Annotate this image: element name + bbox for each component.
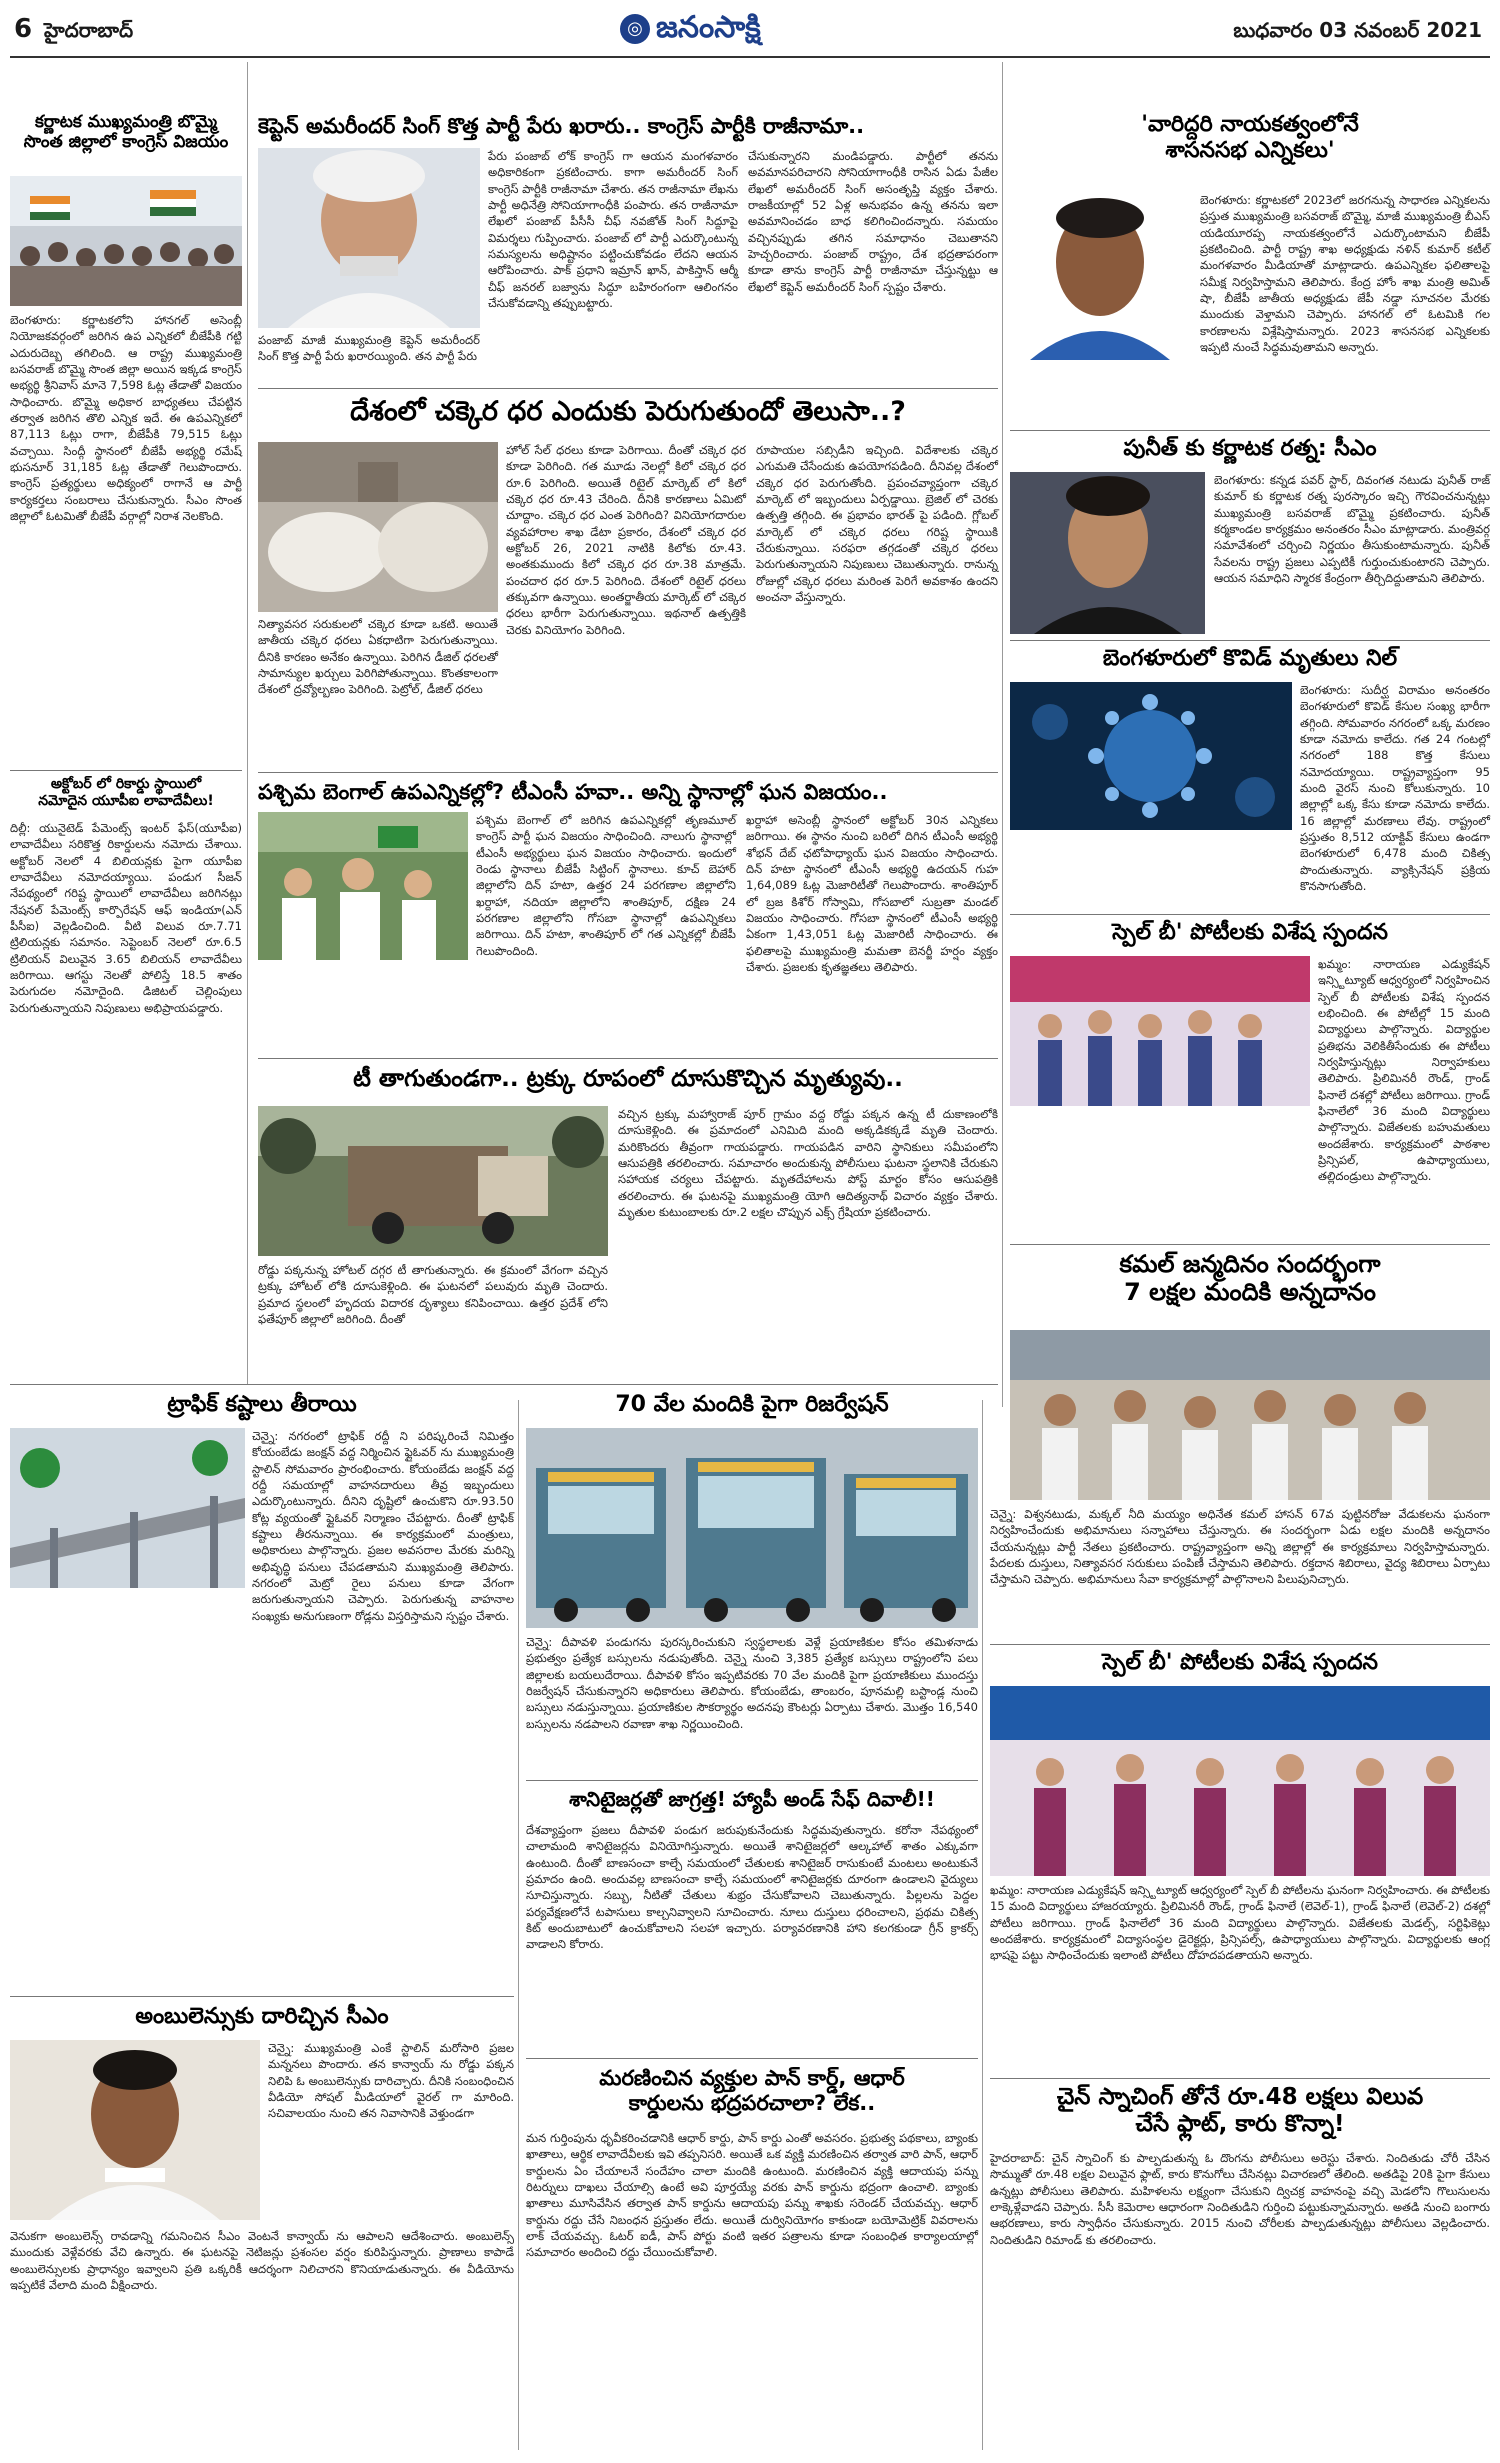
divider	[990, 2078, 1490, 2079]
kamal-article	[1010, 1250, 1490, 1307]
ambulance-headline: అంబులెన్సుకు దారిచ్చిన సీఎం	[135, 2004, 389, 2029]
photo-caption: రోడ్డు పక్కనున్న హోటల్ దగ్గర టీ తాగుతున్నారు. ఈ క్రమంలో వేగంగా వచ్చిన ట్రక్కు హోటల్ లోకి దూసుకెళ్లింది. ఈ ఘటనలో పలువురు మృతి చెందారు. ప్రమాద స్థలంలో హృదయ విదారక దృశ్యాలు కనిపించాయి. ఉత్తర ప్రదేశ్ లోని ఫతేపూర్ జిల్లాలో జరిగింది. దీంతో	[258, 1263, 608, 1326]
photo-caption: నిత్యావసర సరుకులలో చక్కెర కూడా ఒకటి. అయితే జాతీయ చక్కెర ధరలు ఏకధాటిగా పెరుగుతున్నాయి. దీనికి కారణం అనేకం ఉన్నాయి. పెరిగిన డీజిల్ ధరలతో సామాన్యుల ఖర్చులు పెరిగిపోతున్నాయి. కొంతకాలంగా దేశంలో ద్రవ్యోల్బణం పెరిగింది. పెట్రోల్, డీజిల్ ధరలు	[258, 617, 498, 697]
divider	[10, 1996, 514, 1997]
article-body: దేశవ్యాప్తంగా ప్రజలు దీపావళి పండుగ జరుపుకునేందుకు సిద్ధమవుతున్నారు. కరోనా నేపథ్యంలో చాలామంది శానిటైజర్లను వినియోగిస్తున్నారు. అయితే శానిటైజర్లలో ఆల్కహాల్ శాతం ఎక్కువగా ఉంటుంది. దీంతో బాణసంచా కాల్చే సమయంలో చేతులకు శానిటైజర్ రాసుకుంటే మంటలు అంటుకునే ప్రమాదం ఉంది. అందువల్ల బాణసంచా కాల్చే సమయంలో శానిటైజర్లకు దూరంగా ఉండాలని వైద్యులు సూచిస్తున్నారు. సబ్బు, నీటితో చేతులు శుభ్రం చేసుకోవాలని చెబుతున్నారు. పిల్లలను పెద్దల పర్యవేక్షణలోనే టపాసులు కాల్చనివ్వాలని సూచించారు. నూలు దుస్తులు ధరించాలని, ప్రథమ చికిత్స కిట్ అందుబాటులో ఉంచుకోవాలని సలహా ఇచ్చారు. పర్యావరణానికి హాని కలగకుండా గ్రీన్ క్రాకర్స్ వాడాలని కోరారు.	[526, 1823, 978, 1952]
column-divider	[1002, 62, 1003, 1407]
issue-date: బుధవారం 03 నవంబర్ 2021	[1233, 18, 1482, 42]
article-body: హోల్ సేల్ ధరలు కూడా పెరిగాయి. దీంతో చక్కెర ధర కూడా పెరిగింది. గత మూడు నెలల్లో కిలో చక్కెర ధర రూ.6 పెరిగింది. అయితే రిటైల్ మార్కెట్ లో కిలో చక్కెర ధర రూ.43 చేరింది. దీనికి కారణాలు ఏమిటో చూద్దాం. చక్కెర ధర ఎంత పెరిగింది? వినియోగదారుల వ్యవహారాల శాఖ డేటా ప్రకారం, దేశంలో చక్కెర ధర అక్టోబర్ 26, 2021 నాటికి కిలోకు రూ.43. అంతకుముందు కిలో చక్కెర ధర రూ.38 మాత్రమే. పంచదార ధర రూ.5 పెరిగింది. దేశంలో రిటైల్ ధరలు తక్కువగా ఉన్నాయి. అంతర్జాతీయ మార్కెట్ లో చక్కెర ధరలు భారీగా పెరుగుతున్నాయి. ఇథనాల్ ఉత్పత్తికి చెరకు వినియోగం పెరిగింది.	[506, 443, 746, 637]
article-body: బెంగళూరు: కన్నడ పవర్ స్టార్, దివంగత నటుడు పునీత్ రాజ్ కుమార్ కు కర్ణాటక రత్న పురస్కారం ఇచ్చి గౌరవించనున్నట్లు ముఖ్యమంత్రి బసవరాజ్ బొమ్మై ప్రకటించారు. పునీత్ కర్మకాండల కార్యక్రమం అనంతరం సీఎం మాట్లాడారు. మంత్రివర్గ సమావేశంలో చర్చించి నిర్ణయం తీసుకుంటామన్నారు. పునీత్ సేవలను రాష్ట్ర ప్రజలు ఎప్పటికీ గుర్తుంచుకుంటారని చెప్పారు. ఆయన సమాధిని స్మారక కేంద్రంగా తీర్చిదిద్దుతామని తెలిపారు.	[1214, 473, 1490, 585]
paper-logo	[620, 10, 761, 52]
chain-snatching-article	[990, 2084, 1490, 2138]
article-body: చెన్నై: దీపావళి పండుగను పురస్కరించుకుని స్వస్థలాలకు వెళ్లే ప్రయాణికుల కోసం తమిళనాడు ప్రభుత్వం ప్రత్యేక బస్సులను నడుపుతోంది. చెన్నై నుంచి 3,385 ప్రత్యేక బస్సులు రాష్ట్రంలోని పలు జిల్లాలకు బయలుదేరాయి. దీపావళి కోసం ఇప్పటివరకు 70 వేల మందికి పైగా ప్రయాణికులు ముందస్తు రిజర్వేషన్ చేసుకున్నారని అధికారులు తెలిపారు. కోయంబేడు, తాంబరం, పూనమల్లి బస్టాండ్ల నుంచి బస్సులు నడుస్తున్నాయి. ప్రయాణికుల సౌకర్యార్థం అదనపు కౌంటర్లు ఏర్పాటు చేశారు. మొత్తం 16,540 బస్సులను నడపాలని రవాణా శాఖ నిర్ణయించింది.	[526, 1635, 978, 1731]
article-body: బెంగళూరు: సుదీర్ఘ విరామం అనంతరం బెంగళూరులో కొవిడ్ కేసుల సంఖ్య భారీగా తగ్గింది. సోమవారం నగరంలో ఒక్క మరణం కూడా నమోదు కాలేదు. గత 24 గంటల్లో నగరంలో 188 కొత్త కేసులు నమోదయ్యాయి. రాష్ట్రవ్యాప్తంగా 95 మంది వైరస్ నుంచి కోలుకున్నారు. 10 జిల్లాల్లో ఒక్క కేసు కూడా నమోదు కాలేదు. 16 జిల్లాల్లో మరణాలు లేవు. రాష్ట్రంలో ప్రస్తుతం 8,512 యాక్టివ్ కేసులు ఉండగా బెంగళూరులో 6,478 మంది చికిత్స పొందుతున్నారు. వ్యాక్సినేషన్ ప్రక్రియ కొనసాగుతోంది.	[1300, 683, 1490, 893]
spell-bee-photo	[990, 1686, 1490, 1876]
column-divider	[247, 62, 248, 1384]
article-body: చెన్నై: నగరంలో ట్రాఫిక్ రద్దీ ని పరిష్కరించే నిమిత్తం కోయంబేడు జంక్షన్ వద్ద నిర్మించిన ఫ్లైఓవర్ ను ముఖ్యమంత్రి స్టాలిన్ సోమవారం ప్రారంభించారు. కోయంబేడు జంక్షన్ వద్ద రద్దీ సమయాల్లో వాహనదారులు తీవ్ర ఇబ్బందులు ఎదుర్కొంటున్నారు. దీనిని దృష్టిలో ఉంచుకొని రూ.93.50 కోట్ల వ్యయంతో ఫ్లైఓవర్ నిర్మాణం చేపట్టారు. దీంతో ట్రాఫిక్ కష్టాలు తీరనున్నాయి. ఈ కార్యక్రమంలో మంత్రులు, అధికారులు పాల్గొన్నారు. ప్రజల అవసరాల మేరకు మరిన్ని అభివృద్ధి పనులు చేపడతామని ముఖ్యమంత్రి తెలిపారు. నగరంలో మెట్రో రైలు పనులు కూడా వేగంగా జరుగుతున్నాయని చెప్పారు. పెరుగుతున్న వాహనాల సంఖ్యకు అనుగుణంగా రోడ్లను విస్తరిస్తామని స్పష్టం చేశారు.	[252, 1429, 514, 1623]
headline: అక్టోబర్ లో రికార్డు స్థాయిలో	[50, 776, 202, 792]
nalin-photo	[1010, 192, 1190, 360]
puneeth-photo	[1010, 472, 1205, 634]
headline: సొంత జిల్లాలో కాంగ్రెస్ విజయం	[23, 132, 229, 153]
masthead-rule	[10, 56, 1490, 58]
edition-city: హైదరాబాద్	[44, 18, 134, 42]
headline: 'వారిద్దరి నాయకత్వంలోనే	[1141, 112, 1359, 137]
page-number: 6	[14, 14, 33, 44]
article-body: బెంగళూరు: కర్ణాటకలో 2023లో జరగనున్న సాధారణ ఎన్నికలను ప్రస్తుత ముఖ్యమంత్రి బసవరాజ్ బొమ్మై, మాజీ ముఖ్యమంత్రి బీఎస్ యడియూరప్ప నాయకత్వంలోనే ఎదుర్కొంటామని బీజేపీ ప్రకటించింది. పార్టీ రాష్ట్ర శాఖ అధ్యక్షుడు నళిన్ కుమార్ కటీల్ మంగళవారం మీడియాతో మాట్లాడారు. ఉపఎన్నికల ఫలితాలపై సమీక్ష నిర్వహిస్తామని తెలిపారు. కేంద్ర హోం శాఖ మంత్రి అమిత్ షా, బీజేపీ జాతీయ అధ్యక్షుడు జేపీ నడ్డా సూచనల మేరకు ముందుకు వెళ్తామని చెప్పారు. హానగల్ లో ఓటమికి గల కారణాలను విశ్లేషిస్తామన్నారు. 2023 శాసనసభ ఎన్నికలకు ఇప్పటి నుంచే సిద్ధమవుతామని అన్నారు.	[1200, 193, 1490, 354]
headline: మరణించిన వ్యక్తుల పాన్ కార్డ్, ఆధార్	[599, 2066, 905, 2090]
amarinder-photo	[258, 148, 480, 328]
virus-photo	[1010, 682, 1292, 830]
flyover-photo	[10, 1428, 245, 1588]
divider	[258, 388, 998, 389]
logo-icon: ◎	[620, 14, 650, 44]
diwali-headline: శానిటైజర్లతో జాగ్రత్త! హ్యాపీ అండ్ సేఫ్ దివాలీ!!	[569, 1787, 935, 1811]
headline: చేసే ఫ్లాట్, కారు కొన్నా!	[1135, 2111, 1345, 2138]
divider	[10, 1384, 998, 1385]
article-body: చేసుకున్నారని మండిపడ్డారు. పార్టీలో తనను అవమానపరిచారని సోనియాగాంధీకి రాసిన ఏడు పేజీల లేఖలో అమరీందర్ సింగ్ అసంతృప్తి వ్యక్తం చేశారు. రాజకీయాల్లో 52 ఏళ్ల అనుభవం ఉన్న తనను ఇలా అవమానించడం బాధ కలిగించిందన్నారు. సమయం వచ్చినప్పుడు తగిన సమాధానం చెబుతానని హెచ్చరించారు. పంజాబ్ రాష్ట్రం, దేశ భద్రతాపరంగా కూడా తాను కాంగ్రెస్ పార్టీ రాజీనామా చేస్తున్నట్టు ఆ లేఖలో కెప్టెన్ అమరీందర్ సింగ్ స్పష్టం చేశారు.	[748, 149, 998, 294]
article-body: మన గుర్తింపును ధృవీకరించడానికి ఆధార్ కార్డు, పాన్ కార్డు ఎంతో అవసరం. ప్రభుత్వ పథకాలు, బ్యాంకు ఖాతాలు, ఆర్థిక లావాదేవీలకు ఇవి తప్పనిసరి. అయితే ఒక వ్యక్తి మరణించిన తర్వాత వారి పాన్, ఆధార్ కార్డులను ఏం చేయాలనే సందేహం చాలా మందికి ఉంటుంది. మరణించిన వ్యక్తి ఆదాయపు పన్ను రిటర్నులు దాఖలు చేయాల్సి ఉంటే అవి పూర్తయ్యే వరకు పాన్ కార్డును భద్రంగా ఉంచాలి. బ్యాంకు ఖాతాలు మూసివేసిన తర్వాత పాన్ కార్డును ఆదాయపు పన్ను శాఖకు సరెండర్ చేయవచ్చు. ఆధార్ కార్డును రద్దు చేసే నిబంధన ప్రస్తుతం లేదు. అయితే దుర్వినియోగం కాకుండా బయోమెట్రిక్ వివరాలను లాక్ చేయవచ్చు. ఓటర్ ఐడీ, పాస్ పోర్టు వంటి ఇతర పత్రాలను కూడా సంబంధిత కార్యాలయాల్లో సమాచారం అందించి రద్దు చేయించుకోవాలి.	[526, 2131, 978, 2260]
rally-photo	[10, 176, 242, 306]
truck-photo	[258, 1106, 608, 1256]
truck-headline: టీ తాగుతుండగా.. ట్రక్కు రూపంలో దూసుకొచ్చిన మృత్యువు..	[353, 1066, 903, 1092]
headline: శాసనసభ ఎన్నికలు'	[1165, 137, 1335, 163]
divider	[10, 770, 242, 771]
divider	[258, 1058, 998, 1059]
article-body: రూపాయల సబ్సిడీని ఇచ్చింది. విదేశాలకు చక్కెర ఎగుమతి చేసేందుకు ఉపయోగపడింది. దీనివల్ల దేశంలో చక్కెర ధర పెరుగుతోంది. ప్రపంచవ్యాప్తంగా చక్కెర మార్కెట్ లో ఇబ్బందులు ఏర్పడ్డాయి. బ్రెజిల్ లో చెరకు ఉత్పత్తి తగ్గింది. ఈ ప్రభావం భారత్ పై పడింది. గ్లోబల్ మార్కెట్ లో చక్కెర ధరలు గరిష్ట స్థాయికి చేరుకున్నాయి. సరఫరా తగ్గడంతో చక్కెర ధరలు పెరుగుతున్నాయని నిపుణులు చెబుతున్నారు. రానున్న రోజుల్లో చక్కెర ధరలు మరింత పెరిగే అవకాశం ఉందని అంచనా వేస్తున్నారు.	[756, 443, 998, 604]
bengal-headline: పశ్చిమ బెంగాల్ ఉపఎన్నికల్లో? టీఎంసీ హవా.. అన్ని స్థానాల్లో ఘన విజయం..	[258, 780, 888, 804]
upi-brief	[10, 776, 242, 809]
vaaridaddhi-article	[1010, 112, 1490, 164]
divider	[990, 1644, 1490, 1645]
headline: కర్ణాటక ముఖ్యమంత్రి బొమ్మై	[34, 112, 218, 132]
article-body: ఖర్దాహా అసెంబ్లీ స్థానంలో అక్టోబర్ 30న ఎన్నికలు జరిగాయి. ఈ స్థానం నుంచి బరిలో దిగిన టీఎంసీ అభ్యర్థి శోభన్ దేబ్ ఛటోపాధ్యాయ్ ఘన విజయం సాధించారు. దిన్ హటా స్థానంలో టీఎంసీ అభ్యర్థి ఉదయన్ గుహ 1,64,089 ఓట్ల మెజారిటీతో గెలుపొందారు. శాంతిపూర్ లో బ్రజ కిశోర్ గోస్వామి, గోసబాలో సుబ్రతా మండల్ విజయం సాధించారు. గోసబా స్థానంలో టీఎంసీ అభ్యర్థి ఏకంగా 1,43,051 ఓట్ల మెజారిటీ సాధించారు. ఈ ఫలితాలపై ముఖ్యమంత్రి మమతా బెనర్జీ హర్షం వ్యక్తం చేశారు. ప్రజలకు కృతజ్ఞతలు తెలిపారు.	[746, 813, 998, 974]
spell-bee-photo	[1010, 956, 1310, 1106]
sugar-photo	[258, 442, 498, 612]
article-body: హైదరాబాద్: చైన్ స్నాచింగ్ కు పాల్పడుతున్న ఓ దొంగను పోలీసులు అరెస్టు చేశారు. నిందితుడు చోరీ చేసిన సొమ్ముతో రూ.48 లక్షల విలువైన ఫ్లాట్, కారు కొనుగోలు చేసినట్లు విచారణలో తేలింది. అతడిపై 20కి పైగా కేసులు ఉన్నట్లు పోలీసులు తెలిపారు. మహిళలను లక్ష్యంగా చేసుకుని ద్విచక్ర వాహనంపై వచ్చి మెడలోని గొలుసులను లాక్కెళ్లేవాడని చెప్పారు. సీసీ కెమెరాల ఆధారంగా నిందితుడిని గుర్తించి పట్టుకున్నామన్నారు. అతడి నుంచి బంగారు ఆభరణాలు, కారు స్వాధీనం చేసుకున్నారు. 2015 నుంచి చోరీలకు పాల్పడుతున్నట్లు పోలీసులు వెల్లడించారు. నిందితుడిని రిమాండ్ కు తరలించారు.	[990, 2151, 1490, 2247]
column-divider	[518, 1400, 519, 2450]
article-body: వెనుకగా అంబులెన్స్ రావడాన్ని గమనించిన సీఎం వెంటనే కాన్వాయ్ ను ఆపాలని ఆదేశించారు. అంబులెన్స్ ముందుకు వెళ్లేవరకు వేచి ఉన్నారు. ఈ ఘటనపై నెటిజన్లు ప్రశంసల వర్షం కురిపిస్తున్నారు. ప్రాణాలు కాపాడే అంబులెన్సులకు ప్రాధాన్యం ఇవ్వాలని ప్రతి ఒక్కరికీ ఆదర్శంగా నిలిచారని కొనియాడుతున్నారు. ఈ వీడియోను ఇప్పటికే వేలాది మంది వీక్షించారు.	[10, 2229, 514, 2292]
column-divider	[982, 1400, 983, 2450]
puneeth-headline: పునీత్ కు కర్ణాటక రత్న: సీఎం	[1123, 436, 1377, 461]
divider	[1010, 1244, 1490, 1245]
article-body: వచ్చిన ట్రక్కు మహ్వారాజ్ పూర్ గ్రామం వద్ద రోడ్డు పక్కన ఉన్న టీ దుకాణంలోకి దూసుకెళ్లింది. ఈ ప్రమాదంలో ఎనిమిది మంది అక్కడికక్కడే మృతి చెందారు. మరికొందరు తీవ్రంగా గాయపడ్డారు. గాయపడిన వారిని స్థానికులు సమీపంలోని ఆసుపత్రికి తరలించారు. సమాచారం అందుకున్న పోలీసులు ఘటనా స్థలానికి చేరుకుని సహాయక చర్యలు చేపట్టారు. మృతదేహాలను పోస్ట్ మార్టం కోసం ఆసుపత్రికి తరలించారు. ఈ ఘటనపై ముఖ్యమంత్రి యోగి ఆదిత్యనాథ్ విచారం వ్యక్తం చేశారు. మృతుల కుటుంబాలకు రూ.2 లక్షల చొప్పున ఎక్స్ గ్రేషియా ప్రకటించారు.	[618, 1107, 998, 1219]
divider	[1010, 430, 1490, 431]
article-body: చెన్నై: ముఖ్యమంత్రి ఎంకే స్టాలిన్ మరోసారి ప్రజల మన్ననలు పొందారు. తన కాన్వాయ్ ను రోడ్డు పక్కన నిలిపి ఓ అంబులెన్సుకు దారిచ్చారు. దీనికి సంబంధించిన వీడియో సోషల్ మీడియాలో వైరల్ గా మారింది. సచివాలయం నుంచి తన నివాసానికి వెళ్తుండగా	[268, 2041, 514, 2121]
spell-bee-headline: స్పెల్ బీ' పోటీలకు విశేష స్పందన	[1102, 1650, 1378, 1675]
divider	[1010, 914, 1490, 915]
buses-photo	[526, 1428, 978, 1628]
headline: 7 లక్షల మందికి అన్నదానం	[1124, 1278, 1376, 1307]
sugar-headline: దేశంలో చక్కెర ధర ఎందుకు పెరుగుతుందో తెలుసా..?	[350, 396, 906, 427]
covid-headline: బెంగళూరులో కొవిడ్ మృతులు నిల్	[1102, 646, 1398, 671]
kamal-photo	[1010, 1330, 1490, 1500]
stalin-photo	[10, 2040, 260, 2220]
headline: చైన్ స్నాచింగ్ తోనే రూ.48 లక్షలు విలువ	[1056, 2084, 1424, 2110]
headline: నమోదైన యూపీఐ లావాదేవీలు!	[38, 792, 214, 809]
registration-headline: 70 వేల మందికి పైగా రిజర్వేషన్	[615, 1392, 889, 1417]
article-body: పేరు పంజాబ్ లోక్ కాంగ్రెస్ గా ఆయన మంగళవారం అధికారికంగా ప్రకటించారు. కాగా అమరీందర్ సింగ్ కాంగ్రెస్ పార్టీకి రాజీనామా చేశారు. తన రాజీనామా లేఖను పార్టీ అధినేత్రి సోనియాగాంధీకి పంపారు. తన రాజీనామా లేఖలో పంజాబ్ పీసీసీ చీఫ్ నవజోత్ సింగ్ సిద్దూపై విమర్శలు గుప్పించారు. పంజాబ్ లో పార్టీ ఎదుర్కొంటున్న సమస్యలను అధిష్టానం పట్టించుకోవడం లేదని ఆయన ఆరోపించారు. పాక్ ప్రధాని ఇమ్రాన్ ఖాన్, పాకిస్తాన్ ఆర్మీ చీఫ్ జనరల్ బజ్వాను సిద్ధూ బహిరంగంగా ఆలింగనం చేసుకోవడాన్ని తప్పుబట్టారు.	[488, 149, 738, 310]
headline: కమల్ జన్మదినం సందర్భంగా	[1119, 1250, 1381, 1278]
headline: కార్డులను భద్రపరచాలా? లేక..	[628, 2090, 876, 2115]
paper-name: జనంసాక్షి	[656, 10, 761, 45]
photo-caption: పంజాబ్ మాజీ ముఖ్యమంత్రి కెప్టెన్ అమరీందర్ సింగ్ కొత్త పార్టీ పేరు ఖరారయ్యింది. తన పార్టీ పేరు	[258, 333, 480, 364]
pan-aadhaar-article	[526, 2066, 978, 2116]
article-body: దిల్లీ: యునైటెడ్ పేమెంట్స్ ఇంటర్ ఫేస్(యూపీఐ) లావాదేవీలు సరికొత్త రికార్డులను నమోదు చేశాయి. అక్టోబర్ నెలలో 4 బిలియన్లకు పైగా యూపీఐ లావాదేవీలు నమోదయ్యాయి. పండుగ సీజన్ నేపథ్యంలో గరిష్ట స్థాయిలో లావాదేవీలు జరిగినట్లు నేషనల్ పేమెంట్స్ కార్పొరేషన్ ఆఫ్ ఇండియా(ఎన్ పీసీఐ) వెల్లడించింది. వీటి విలువ రూ.7.71 ట్రిలియన్లకు సమానం. సెప్టెంబర్ నెలలో రూ.6.5 ట్రిలియన్ విలువైన 3.65 బిలియన్ లావాదేవీలు జరిగాయి. ఆగస్టు నెలతో పోలిస్తే 18.5 శాతం పెరుగుదల నమోదైంది. డిజిటల్ చెల్లింపులు పెరుగుతున్నాయని నిపుణులు అభిప్రాయపడ్డారు.	[10, 821, 242, 1015]
article-body: ఖమ్మం: నారాయణ ఎడ్యుకేషన్ ఇన్స్టిట్యూట్ ఆధ్వర్యంలో స్పెల్ బీ పోటీలను ఘనంగా నిర్వహించారు. ఈ పోటీలకు 15 మంది విద్యార్థులు హాజరయ్యారు. ప్రిలిమినరీ రౌండ్, గ్రాండ్ ఫినాలే (లెవెల్-1), గ్రాండ్ ఫినాలే (లెవెల్-2) దశల్లో పోటీలు జరిగాయి. గ్రాండ్ ఫినాలేలో 36 మంది విద్యార్థులు పాల్గొన్నారు. విజేతలకు మెడల్స్, సర్టిఫికెట్లు అందజేశారు. కార్యక్రమంలో విద్యాసంస్థల డైరెక్టర్లు, ప్రిన్సిపల్స్, ఉపాధ్యాయులు పాల్గొన్నారు. విద్యార్థులకు ఆంగ్ల భాషపై పట్టు సాధించేందుకు ఇలాంటి పోటీలు దోహదపడతాయని అన్నారు.	[990, 1883, 1490, 1963]
karnataka-bypoll-article	[10, 112, 242, 152]
article-body: చెన్నై: విశ్వనటుడు, మక్కల్ నీది మయ్యం అధినేత కమల్ హాసన్ 67వ పుట్టినరోజు వేడుకలను ఘనంగా నిర్వహించేందుకు అభిమానులు సన్నాహాలు చేస్తున్నారు. ఈ సందర్భంగా ఏడు లక్షల మందికి అన్నదానం చేయనున్నట్లు పార్టీ నేతలు ప్రకటించారు. రాష్ట్రవ్యాప్తంగా అన్ని జిల్లాల్లో ఈ కార్యక్రమాలు నిర్వహిస్తామన్నారు. పేదలకు దుస్తులు, నిత్యావసర సరుకులు పంపిణీ చేస్తామని తెలిపారు. రక్తదాన శిబిరాలు, వైద్య శిబిరాలు ఏర్పాటు చేస్తామని చెప్పారు. అభిమానులు సేవా కార్యక్రమాల్లో పాల్గొనాలని పిలుపునిచ్చారు.	[990, 1507, 1490, 1587]
article-body: పశ్చిమ బెంగాల్ లో జరిగిన ఉపఎన్నికల్లో తృణమూల్ కాంగ్రెస్ పార్టీ ఘన విజయం సాధించింది. నాలుగు స్థానాల్లో టీఎంసీ అభ్యర్థులు ఘన విజయం సాధించారు. ఇందులో రెండు స్థానాలు బీజేపీ సిట్టింగ్ స్థానాలు. కూచ్ బెహార్ జిల్లాలోని దిన్ హటా, ఉత్తర 24 పరగణాల జిల్లాలోని ఖర్దాహా, నదియా జిల్లాలోని శాంతిపూర్, దక్షిణ 24 పరగణాల జిల్లాలోని గోసబా స్థానాల్లో ఉపఎన్నికలు జరిగాయి. దిన్ హటా, శాంతిపూర్ లో గత ఎన్నికల్లో బీజేపీ గెలుపొందింది.	[476, 813, 736, 958]
spell-bee-headline: స్పెల్ బీ' పోటీలకు విశేష స్పందన	[1112, 920, 1388, 945]
divider	[526, 1780, 978, 1781]
traffic-headline: ట్రాఫిక్ కష్టాలు తీరాయి	[167, 1392, 357, 1417]
article-body: ఖమ్మం: నారాయణ ఎడ్యుకేషన్ ఇన్స్టిట్యూట్ ఆధ్వర్యంలో నిర్వహించిన స్పెల్ బీ పోటీలకు విశేష స్పందన లభించింది. ఈ పోటీల్లో 15 మంది విద్యార్థులు పాల్గొన్నారు. విద్యార్థుల ప్రతిభను వెలికితీసేందుకు ఈ పోటీలు నిర్వహిస్తున్నట్లు నిర్వాహకులు తెలిపారు. ప్రిలిమినరీ రౌండ్, గ్రాండ్ ఫినాలే దశల్లో పోటీలు జరిగాయి. గ్రాండ్ ఫినాలేలో 36 మంది విద్యార్థులు పాల్గొన్నారు. విజేతలకు బహుమతులు అందజేశారు. కార్యక్రమంలో పాఠశాల ప్రిన్సిపల్, ఉపాధ్యాయులు, తల్లిదండ్రులు పాల్గొన్నారు.	[1318, 957, 1490, 1184]
amarinder-headline: కెప్టెన్ అమరీందర్ సింగ్ కొత్త పార్టీ పేరు ఖరారు.. కాంగ్రెస్ పార్టీకి రాజీనామా..	[258, 114, 865, 138]
divider	[1010, 640, 1490, 641]
divider	[526, 2058, 978, 2059]
bengal-photo	[258, 812, 468, 960]
article-body: బెంగళూరు: కర్ణాటకలోని హానగల్ అసెంబ్లీ నియోజకవర్గంలో జరిగిన ఉప ఎన్నికలో బీజేపీకి గట్టి ఎదురుదెబ్బ తగిలింది. ఆ రాష్ట్ర ముఖ్యమంత్రి బసవరాజ్ బొమ్మై సొంత జిల్లా అయిన ఇక్కడ కాంగ్రెస్ అభ్యర్థి శ్రీనివాస్ మానె 7,598 ఓట్ల తేడాతో విజయం సాధించారు. బొమ్మై అధికార బాధ్యతలు చేపట్టిన తర్వాత జరిగిన తొలి ఎన్నిక ఇదే. ఈ ఉపఎన్నికలో 87,113 ఓట్లు రాగా, బీజేపీకి 79,515 ఓట్లు వచ్చాయి. సింద్గీ స్థానంలో బీజేపీ అభ్యర్థి రమేష్ భుసనూర్ 31,185 ఓట్ల తేడాతో గెలుపొందారు. కాంగ్రెస్ ప్రత్యర్థులు అధిక్యంలో రాగానే ఆ పార్టీ కార్యకర్తలు సంబరాలు చేసుకున్నారు. సీఎం సొంత జిల్లాలో ఓటమితో బీజేపీ వర్గాల్లో నిరాశ నెలకొంది.	[10, 313, 242, 523]
divider	[258, 772, 998, 773]
